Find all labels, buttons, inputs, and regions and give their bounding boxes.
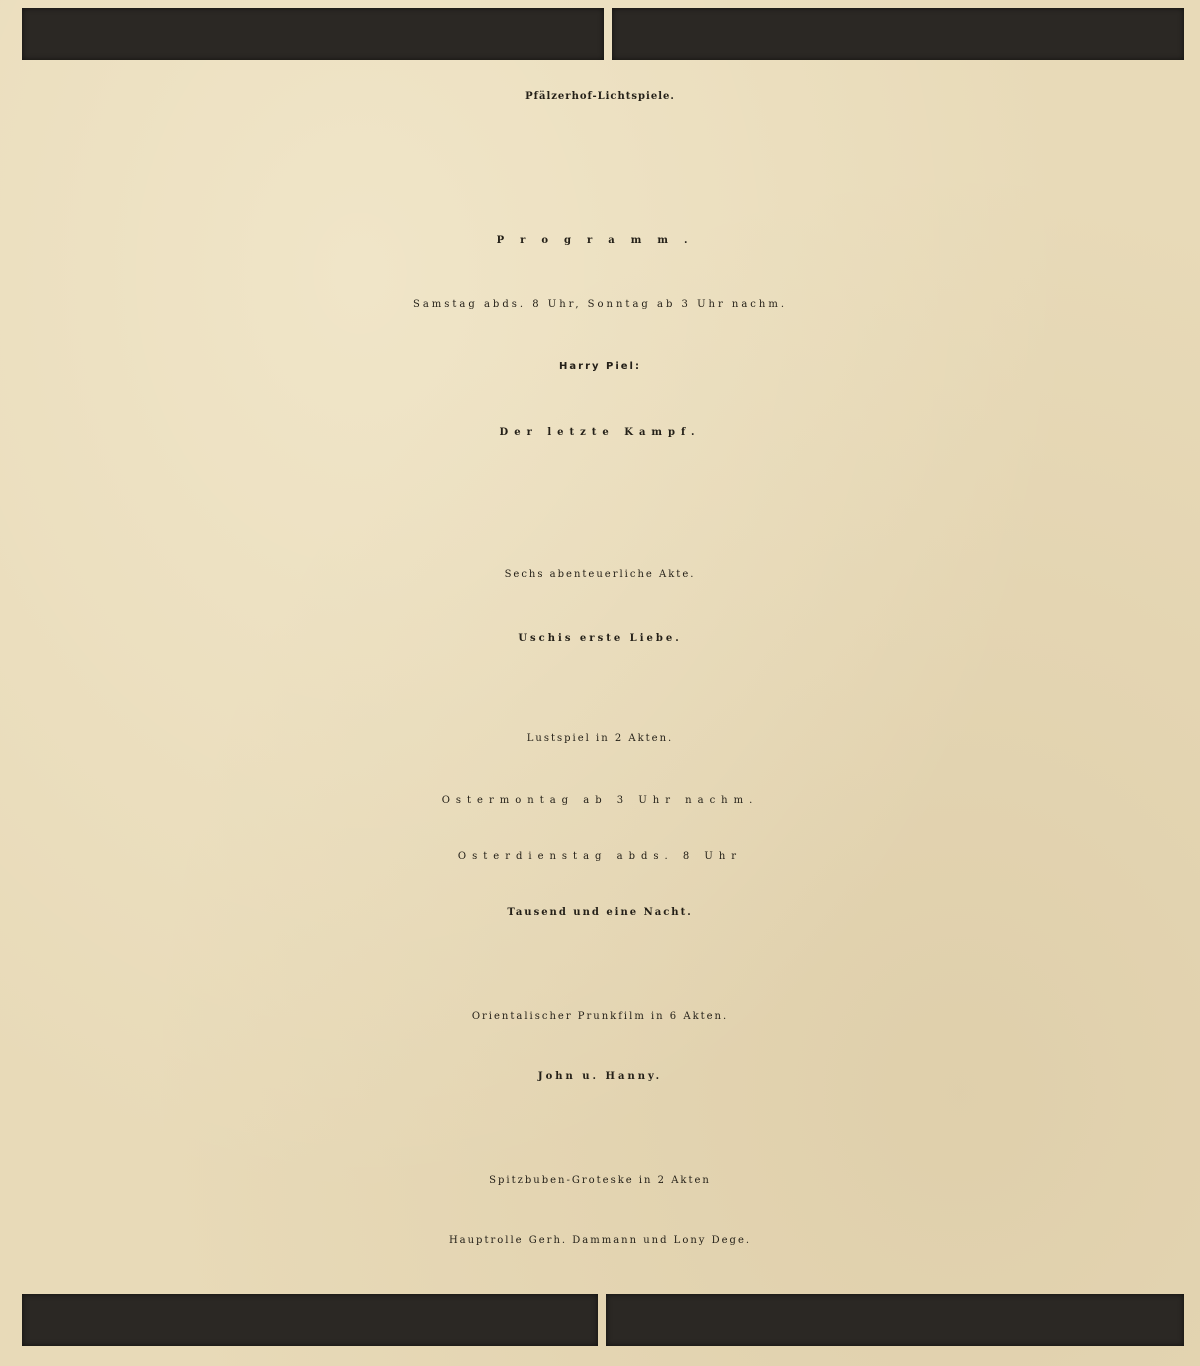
film-title-tausend-und-eine-nacht: Tausend und eine Nacht.: [507, 907, 693, 918]
schedule-ostermontag: Ostermontag ab 3 Uhr nachm.: [441, 795, 759, 806]
film-cast-john-u-hanny: Hauptrolle Gerh. Dammann und Lony Dege.: [448, 1235, 752, 1246]
film-title-uschis-erste-liebe: Uschis erste Liebe.: [518, 633, 682, 644]
presenter-name: Harry Piel:: [559, 361, 641, 372]
film-title-der-letzte-kampf: Der letzte Kampf.: [499, 427, 701, 438]
film-description-uschis-erste-liebe: Lustspiel in 2 Akten.: [526, 733, 674, 744]
top-border-rule-right: [612, 8, 1184, 60]
bottom-border-rule-left: [22, 1294, 598, 1346]
schedule-weekend: Samstag abds. 8 Uhr, Sonntag ab 3 Uhr nachm.: [412, 299, 788, 310]
film-description-john-u-hanny: Spitzbuben-Groteske in 2 Akten: [489, 1175, 711, 1186]
schedule-osterdienstag: Osterdienstag abds. 8 Uhr: [457, 851, 743, 862]
bottom-border-rule-right: [606, 1294, 1184, 1346]
program-heading: Programm.: [496, 235, 704, 246]
cinema-name: Pfälzerhof-Lichtspiele.: [525, 91, 675, 102]
film-description-tausend-und-eine-nacht: Orientalischer Prunkfilm in 6 Akten.: [471, 1011, 729, 1022]
film-description-der-letzte-kampf: Sechs abenteuerliche Akte.: [504, 569, 696, 580]
film-title-john-u-hanny: John u. Hanny.: [537, 1071, 663, 1082]
top-border-rule-left: [22, 8, 604, 60]
